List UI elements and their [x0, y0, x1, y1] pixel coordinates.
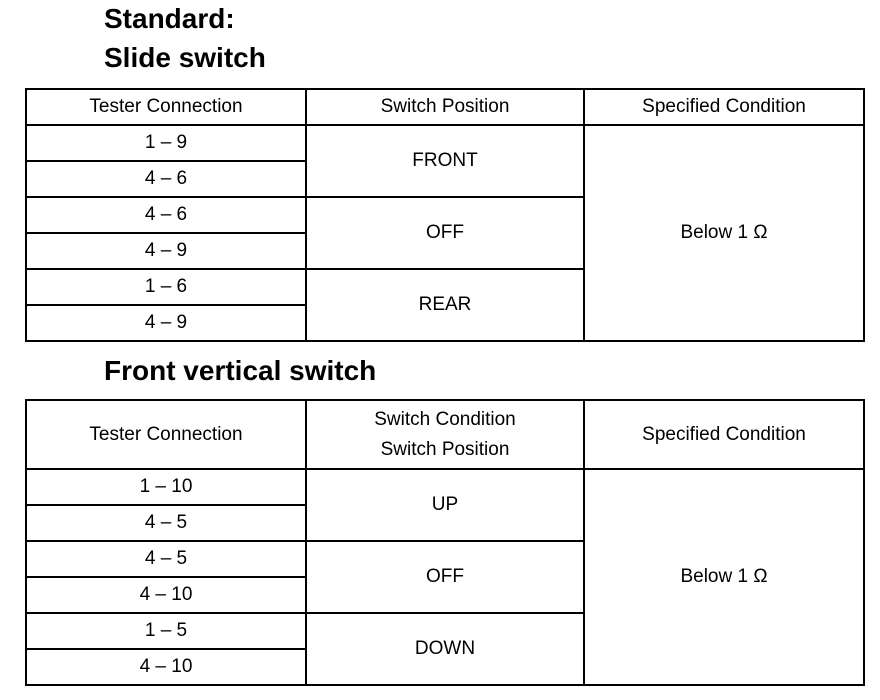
header-specified-condition: Specified Condition: [584, 89, 864, 125]
switch-position-cell: FRONT: [306, 125, 584, 197]
tester-connection-cell: 4 – 6: [26, 161, 306, 197]
tester-connection-cell: 4 – 9: [26, 305, 306, 341]
front-vertical-switch-heading: Front vertical switch: [104, 355, 377, 386]
header-specified-condition: Specified Condition: [584, 400, 864, 469]
tester-connection-cell: 4 – 6: [26, 197, 306, 233]
switch-position-cell: DOWN: [306, 613, 584, 685]
switch-position-cell: OFF: [306, 197, 584, 269]
header-tester-connection: Tester Connection: [26, 400, 306, 469]
tester-connection-cell: 1 – 5: [26, 613, 306, 649]
header-switch-position-line: Switch Position: [380, 438, 510, 460]
switch-position-cell: REAR: [306, 269, 584, 341]
tester-connection-cell: 4 – 10: [26, 577, 306, 613]
header-tester-connection: Tester Connection: [26, 89, 306, 125]
tester-connection-cell: 4 – 10: [26, 649, 306, 685]
table-row: [26, 125, 864, 161]
tester-connection-cell: 4 – 5: [26, 541, 306, 577]
tester-connection-cell: 4 – 9: [26, 233, 306, 269]
slide-switch-heading: Slide switch: [104, 42, 266, 73]
table-header-row: [26, 400, 864, 469]
tester-connection-cell: 1 – 10: [26, 469, 306, 505]
standard-heading: Standard:: [104, 3, 235, 34]
specified-condition-cell: Below 1 Ω: [584, 469, 864, 685]
tester-connection-cell: 4 – 5: [26, 505, 306, 541]
header-switch-condition: [306, 400, 584, 469]
tester-connection-cell: 1 – 9: [26, 125, 306, 161]
specified-condition-cell: Below 1 Ω: [584, 125, 864, 341]
switch-position-cell: UP: [306, 469, 584, 541]
tester-connection-cell: 1 – 6: [26, 269, 306, 305]
switch-position-cell: OFF: [306, 541, 584, 613]
table-row: [26, 469, 864, 505]
table-header-row: [26, 89, 864, 125]
front-vertical-switch-table: [25, 399, 865, 686]
header-switch-condition-line: Switch Condition: [374, 408, 516, 430]
slide-switch-table: [25, 88, 865, 342]
header-switch-position: Switch Position: [306, 89, 584, 125]
